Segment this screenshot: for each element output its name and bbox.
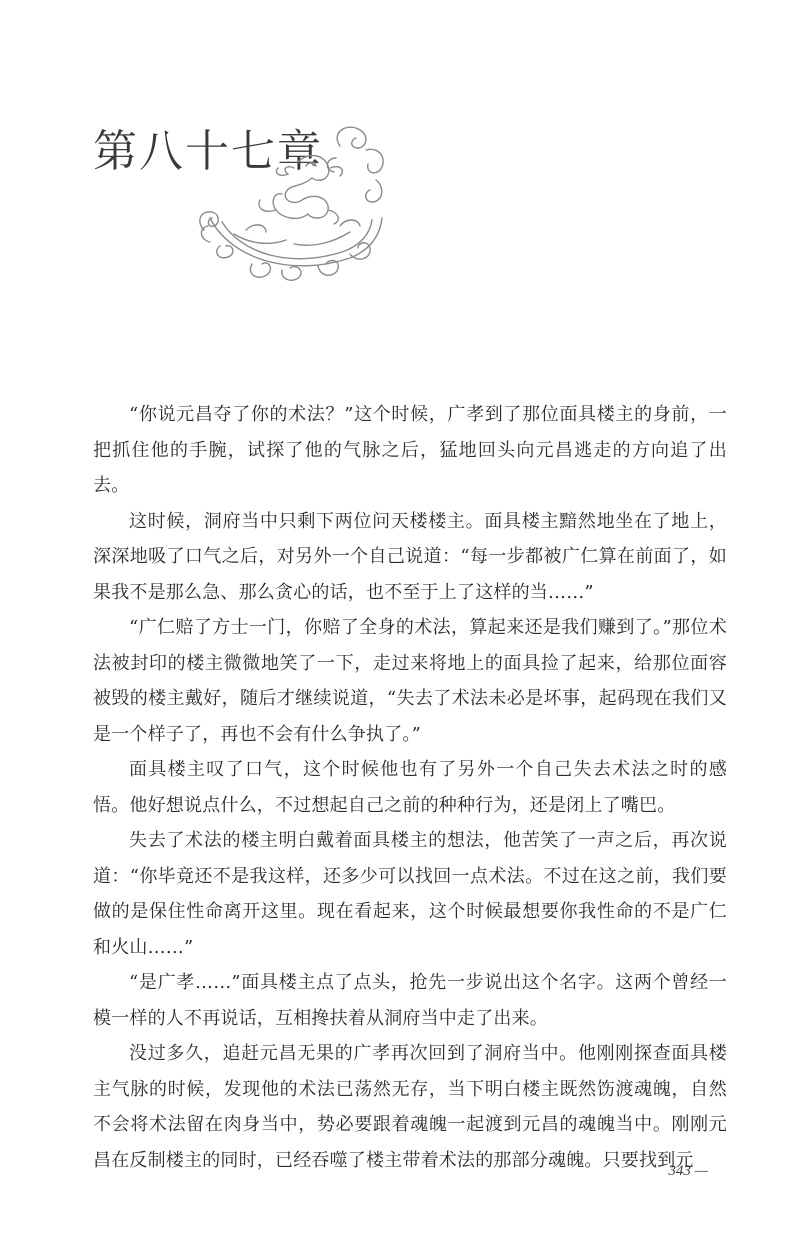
paragraph: 这时候，洞府当中只剩下两位问天楼楼主。面具楼主黯然地坐在了地上，深深地吸了口气之后，对另外一个自己说道：“每一步都被广仁算在前面了，如果我不是那么急、那么贪心的话，也不至于上了这样的当……” xyxy=(93,510,727,603)
paragraph: 没过多久，追赶元昌无果的广孝再次回到了洞府当中。他刚刚探查面具楼主气脉的时候，发现他的术法已荡然无存，当下明白楼主既然饬渡魂魄，自然不会将术法留在肉身当中，势必要跟着魂魄一起渡到元昌的魂魄当中。刚刚元昌在反制楼主的同时，已经吞噬了楼主带着术法的那部分魂魄。只要找到元 xyxy=(93,1043,727,1171)
paragraph: “你说元昌夺了你的术法？”这个时候，广孝到了那位面具楼主的身前，一把抓住他的手腕，试探了他的气脉之后，猛地回头向元昌逃走的方向追了出去。 xyxy=(93,404,727,496)
chapter-body xyxy=(93,397,727,1178)
paragraph: 失去了术法的楼主明白戴着面具楼主的想法，他苦笑了一声之后，再次说道：“你毕竟还不是我这样，还多少可以找回一点术法。不过在这之前，我们要做的是保住性命离开这里。现在看起来，这个时候最想要你我性命的不是广仁和火山……” xyxy=(93,830,727,958)
paragraph: “广仁赔了方士一门，你赔了全身的术法，算起来还是我们赚到了。”那位术法被封印的楼主微微地笑了一下，走过来将地上的面具捡了起来，给那位面容被毁的楼主戴好，随后才继续说道，“失去了术法未必是坏事，起码现在我们又是一个样子了，再也不会有什么争执了。” xyxy=(93,617,727,745)
paragraph: 面具楼主叹了口气，这个时候他也有了另外一个自己失去术法之时的感悟。他好想说点什么，不过想起自己之前的种种行为，还是闭上了嘴巴。 xyxy=(93,759,727,816)
page-number: 343 — xyxy=(668,1163,708,1179)
chapter-title: 第八十七章 xyxy=(93,126,323,177)
dragon-cloud-ornament-icon xyxy=(190,118,390,288)
paragraph: “是广孝……”面具楼主点了点头，抢先一步说出这个名字。这两个曾经一模一样的人不再说话，互相搀扶着从洞府当中走了出来。 xyxy=(93,972,727,1029)
